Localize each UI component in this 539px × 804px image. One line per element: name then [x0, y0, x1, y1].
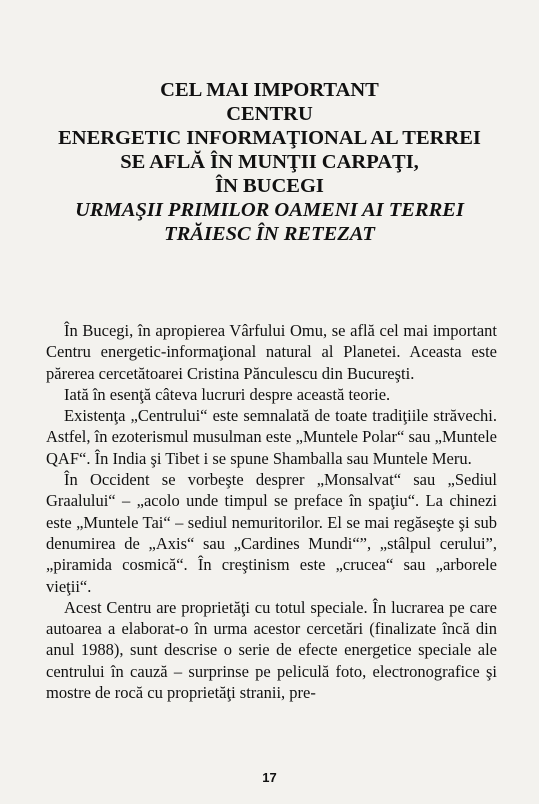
heading-line-1: CEL MAI IMPORTANT: [160, 79, 379, 101]
heading-line-5: ÎN BUCEGI: [215, 175, 324, 197]
subheading-line-2: TRĂIESC ÎN RETEZAT: [164, 223, 375, 245]
paragraph: Acest Centru are proprietăţi cu totul speciale. În lucrarea pe care autoarea a elaborat-o în urma acestor cercetări (finalizate încă din anul 1988), sunt descrise o serie de efecte energetice speciale ale centrului în cauză – surprinse pe peliculă foto, electronografice şi mostre de rocă cu proprietăţi stranii, pre-: [46, 597, 497, 703]
heading-line-3: ENERGETIC INFORMAŢIONAL AL TERREI: [58, 127, 481, 149]
heading-line-4: SE AFLĂ ÎN MUNŢII CARPAŢI,: [120, 151, 419, 173]
chapter-heading: [20, 78, 519, 246]
body-text: [46, 320, 497, 703]
paragraph: Iată în esenţă câteva lucruri despre această teorie.: [64, 384, 391, 404]
page-number: 17: [262, 770, 277, 785]
paragraph: În Bucegi, în apropierea Vârfului Omu, se află cel mai important Centru energetic-informaţional natural al Planetei. Aceasta este părerea cercetătoarei Cristina Pănculescu din Bucureşti.: [46, 321, 497, 383]
subheading-line-1: URMAŞII PRIMILOR OAMENI AI TERREI: [75, 199, 464, 221]
paragraph: Existenţa „Centrului“ este semnalată de toate tradiţiile străvechi. Astfel, în ezoterismul musulman este „Muntele Polar“ sau „Muntele QAF“. În India şi Tibet i se spune Shamballa sau Muntele Meru.: [46, 406, 497, 468]
heading-line-2: CENTRU: [226, 103, 313, 125]
paragraph: În Occident se vorbeşte desprer „Monsalvat“ sau „Sediul Graalului“ – „acolo unde timpul se preface în spaţiu“. La chinezi este „Muntele Tai“ – sediul nemuritorilor. El se mai regăseşte şi sub denumirea de „Axis“ sau „Cardines Mundi“”, „stâlpul cerului”, „piramida cosmică“. În creştinism este „crucea“ sau „arborele vieţii“.: [46, 470, 497, 596]
